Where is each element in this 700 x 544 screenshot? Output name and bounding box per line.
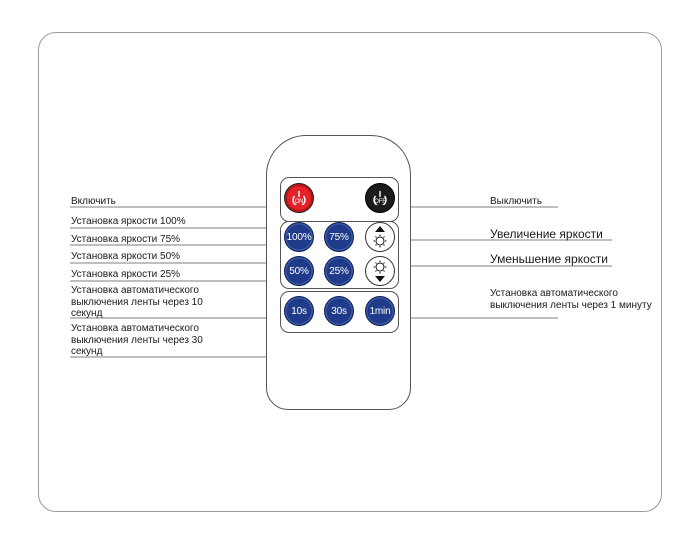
label-brightness-50: Установка яркости 50% — [71, 251, 181, 262]
label-decrease-brightness: Уменьшение яркости — [490, 252, 608, 266]
brightness-50-label: 50% — [289, 265, 309, 277]
timer-30s-button[interactable] — [324, 296, 354, 326]
brightness-75-label: 75% — [329, 231, 349, 243]
label-brightness-100: Установка яркости 100% — [71, 216, 186, 227]
brightness-down-icon — [369, 258, 391, 284]
remote-control — [266, 135, 411, 410]
label-brightness-25: Установка яркости 25% — [71, 269, 181, 280]
brightness-100-label: 100% — [286, 231, 312, 243]
timer-10s-label: 10s — [291, 305, 307, 317]
timer-30s-label: 30s — [331, 305, 347, 317]
brightness-up-icon — [369, 224, 391, 250]
label-timer-30s: Установка автоматического выключения ленты через 30 секунд — [71, 323, 203, 357]
brightness-50-button[interactable] — [284, 256, 314, 286]
on-button[interactable] — [284, 183, 314, 213]
brightness-75-button[interactable] — [324, 222, 354, 252]
timer-1min-button[interactable] — [365, 296, 395, 326]
label-off: Выключить — [490, 196, 543, 207]
off-label: OFF — [374, 199, 386, 205]
on-label: ON — [294, 199, 304, 205]
power-icon — [371, 191, 389, 205]
increase-brightness-button[interactable] — [365, 222, 395, 252]
label-timer-10s: Установка автоматического выключения ленты через 10 секунд — [71, 285, 203, 319]
label-on: Включить — [71, 196, 116, 207]
label-brightness-75: Установка яркости 75% — [71, 234, 181, 245]
power-icon — [290, 191, 308, 205]
off-button[interactable] — [365, 183, 395, 213]
brightness-25-button[interactable] — [324, 256, 354, 286]
decrease-brightness-button[interactable] — [365, 256, 395, 286]
timer-10s-button[interactable] — [284, 296, 314, 326]
label-increase-brightness: Увеличение яркости — [490, 227, 603, 241]
label-timer-1min: Установка автоматического выключения ленты через 1 минуту — [490, 288, 652, 311]
brightness-100-button[interactable] — [284, 222, 314, 252]
brightness-25-label: 25% — [329, 265, 349, 277]
timer-1min-label: 1min — [369, 305, 391, 317]
